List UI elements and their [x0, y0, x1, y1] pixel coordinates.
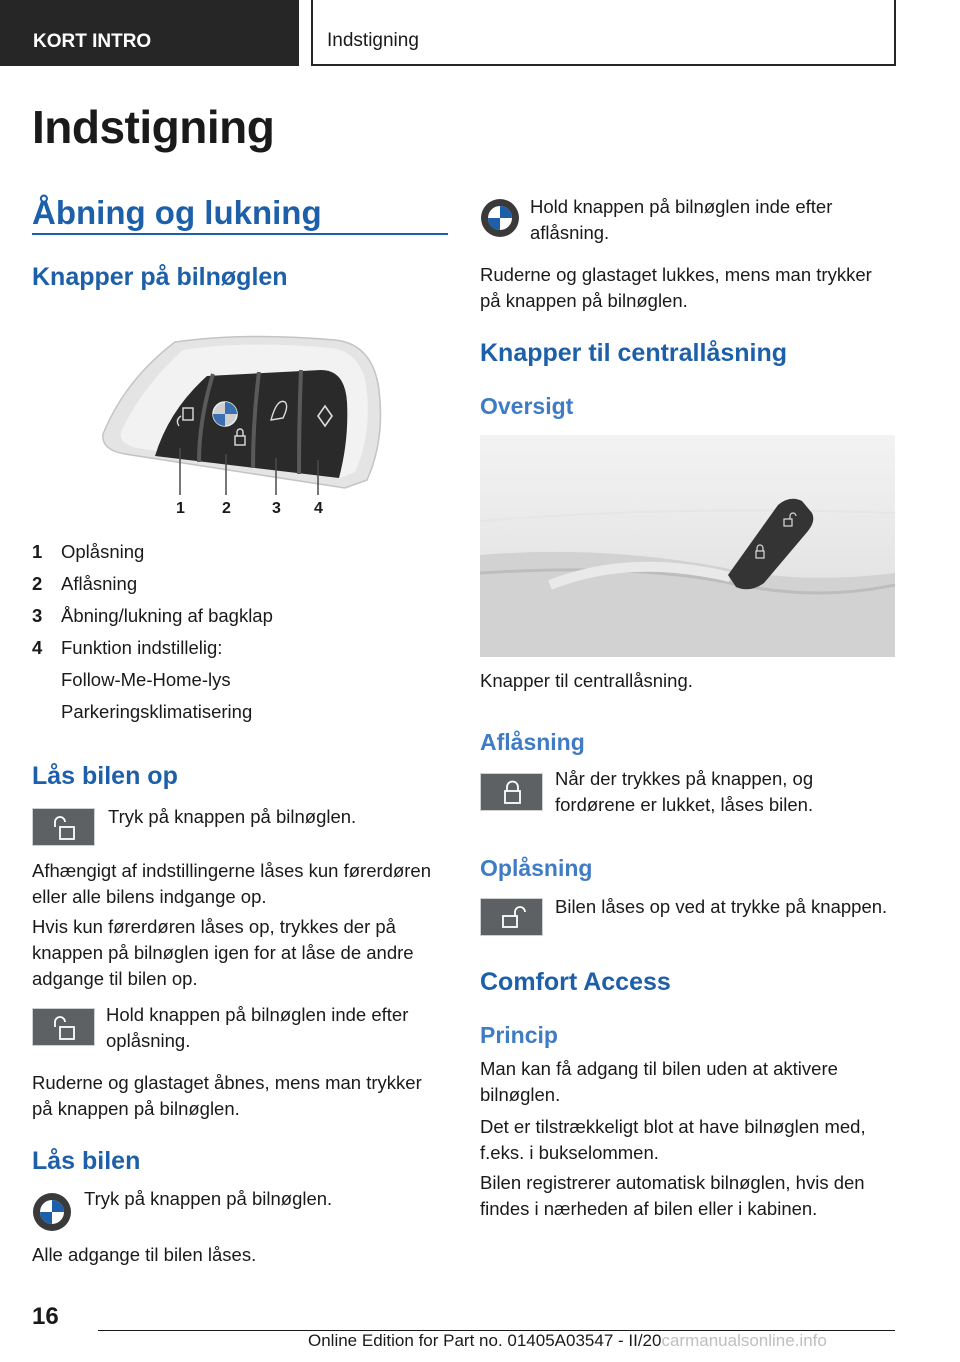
central-locking-heading: Knapper til centrallåsning [480, 339, 788, 367]
key-label-4: 4 [314, 500, 323, 517]
page-title: Indstigning [32, 101, 275, 153]
comfort-access-heading: Comfort Access [480, 968, 671, 996]
list-text: Aflåsning [61, 573, 138, 594]
watermark: carmanualsonline.info [661, 1331, 827, 1350]
keys-heading: Knapper på bilnøglen [32, 263, 288, 291]
unlock-key-icon [32, 808, 95, 846]
key-legend-list [32, 539, 432, 731]
list-number: 4 [32, 637, 43, 658]
list-text: Åbning/lukning af bagklap [61, 605, 273, 626]
list-subitem: Follow-Me-Home-lys [61, 669, 231, 690]
list-number: 2 [32, 573, 43, 594]
principle-paragraph-1: Man kan få adgang til bilen uden at aktivere bilnøglen. [480, 1058, 838, 1105]
bmw-logo-icon [480, 198, 520, 238]
page-header [0, 0, 960, 66]
list-number: 3 [32, 605, 43, 626]
list-subitem: Parkeringsklimatisering [61, 701, 253, 722]
edition-text: Online Edition for Part no. 01405A03547 - II/20 [308, 1331, 662, 1350]
list-text: Funktion indstillelig: [61, 637, 223, 658]
unlock-hold-text: Hold knappen på bilnøglen inde efter oplåsning. [106, 1004, 409, 1051]
list-number: 1 [32, 541, 43, 562]
door-buttons-figure [480, 435, 895, 657]
unlocking-text: Bilen låses op ved at trykke på knappen. [555, 896, 888, 917]
list-item [32, 539, 432, 571]
footer-edition [308, 1331, 827, 1351]
lock-paragraph-1: Alle adgange til bilen låses. [32, 1244, 257, 1265]
locking-heading: Aflåsning [480, 729, 585, 755]
list-text: Oplåsning [61, 541, 145, 562]
section-title: Åbning og lukning [32, 194, 322, 231]
car-key-figure [95, 330, 385, 522]
list-item [32, 603, 432, 635]
key-label-3: 3 [272, 500, 281, 517]
lock-button-icon [480, 773, 543, 811]
unlock-heading: Lås bilen op [32, 762, 178, 790]
unlock-paragraph-2: Hvis kun førerdøren låses op, trykkes der på knappen på bilnøglen igen for at låse de andre adgange til bilen op. [32, 916, 414, 989]
unlocking-heading: Oplåsning [480, 855, 593, 881]
unlock-paragraph-3: Ruderne og glastaget åbnes, mens man trykker på knappen på bilnøglen. [32, 1072, 422, 1119]
bmw-logo-icon [32, 1192, 72, 1232]
lock-step: Tryk på knappen på bilnøglen. [84, 1188, 333, 1209]
unlock-hold-icon [32, 1008, 95, 1046]
unlock-paragraph-1: Afhængigt af indstillingerne låses kun førerdøren eller alle bilens indgange op. [32, 860, 431, 907]
key-label-1: 1 [176, 500, 185, 517]
lock-heading: Lås bilen [32, 1147, 141, 1175]
page-number: 16 [32, 1303, 59, 1330]
unlock-step: Tryk på knappen på bilnøglen. [108, 806, 357, 827]
key-label-2: 2 [222, 500, 231, 517]
lock-hold-text: Hold knappen på bilnøglen inde efter aflåsning. [530, 196, 833, 243]
unlock-button-icon [480, 898, 543, 936]
principle-heading: Princip [480, 1022, 558, 1048]
locking-text: Når der trykkes på knappen, og fordørene er lukket, låses bilen. [555, 768, 814, 815]
lock-paragraph-2: Ruderne og glastaget lukkes, mens man trykker på knappen på bilnøglen. [480, 264, 872, 311]
section-tab: KORT INTRO [0, 0, 299, 66]
list-item [32, 635, 432, 667]
section-title-rule [32, 233, 448, 235]
principle-paragraph-3: Bilen registrerer automatisk bilnøglen, hvis den findes i nærheden af bilen eller i kabinen. [480, 1172, 865, 1219]
list-item [32, 571, 432, 603]
chapter-tab: Indstigning [311, 0, 896, 66]
overview-heading: Oversigt [480, 393, 574, 419]
principle-paragraph-2: Det er tilstrækkeligt blot at have bilnøglen med, f.eks. i bukselommen. [480, 1116, 866, 1163]
door-figure-caption: Knapper til centrallåsning. [480, 670, 693, 691]
